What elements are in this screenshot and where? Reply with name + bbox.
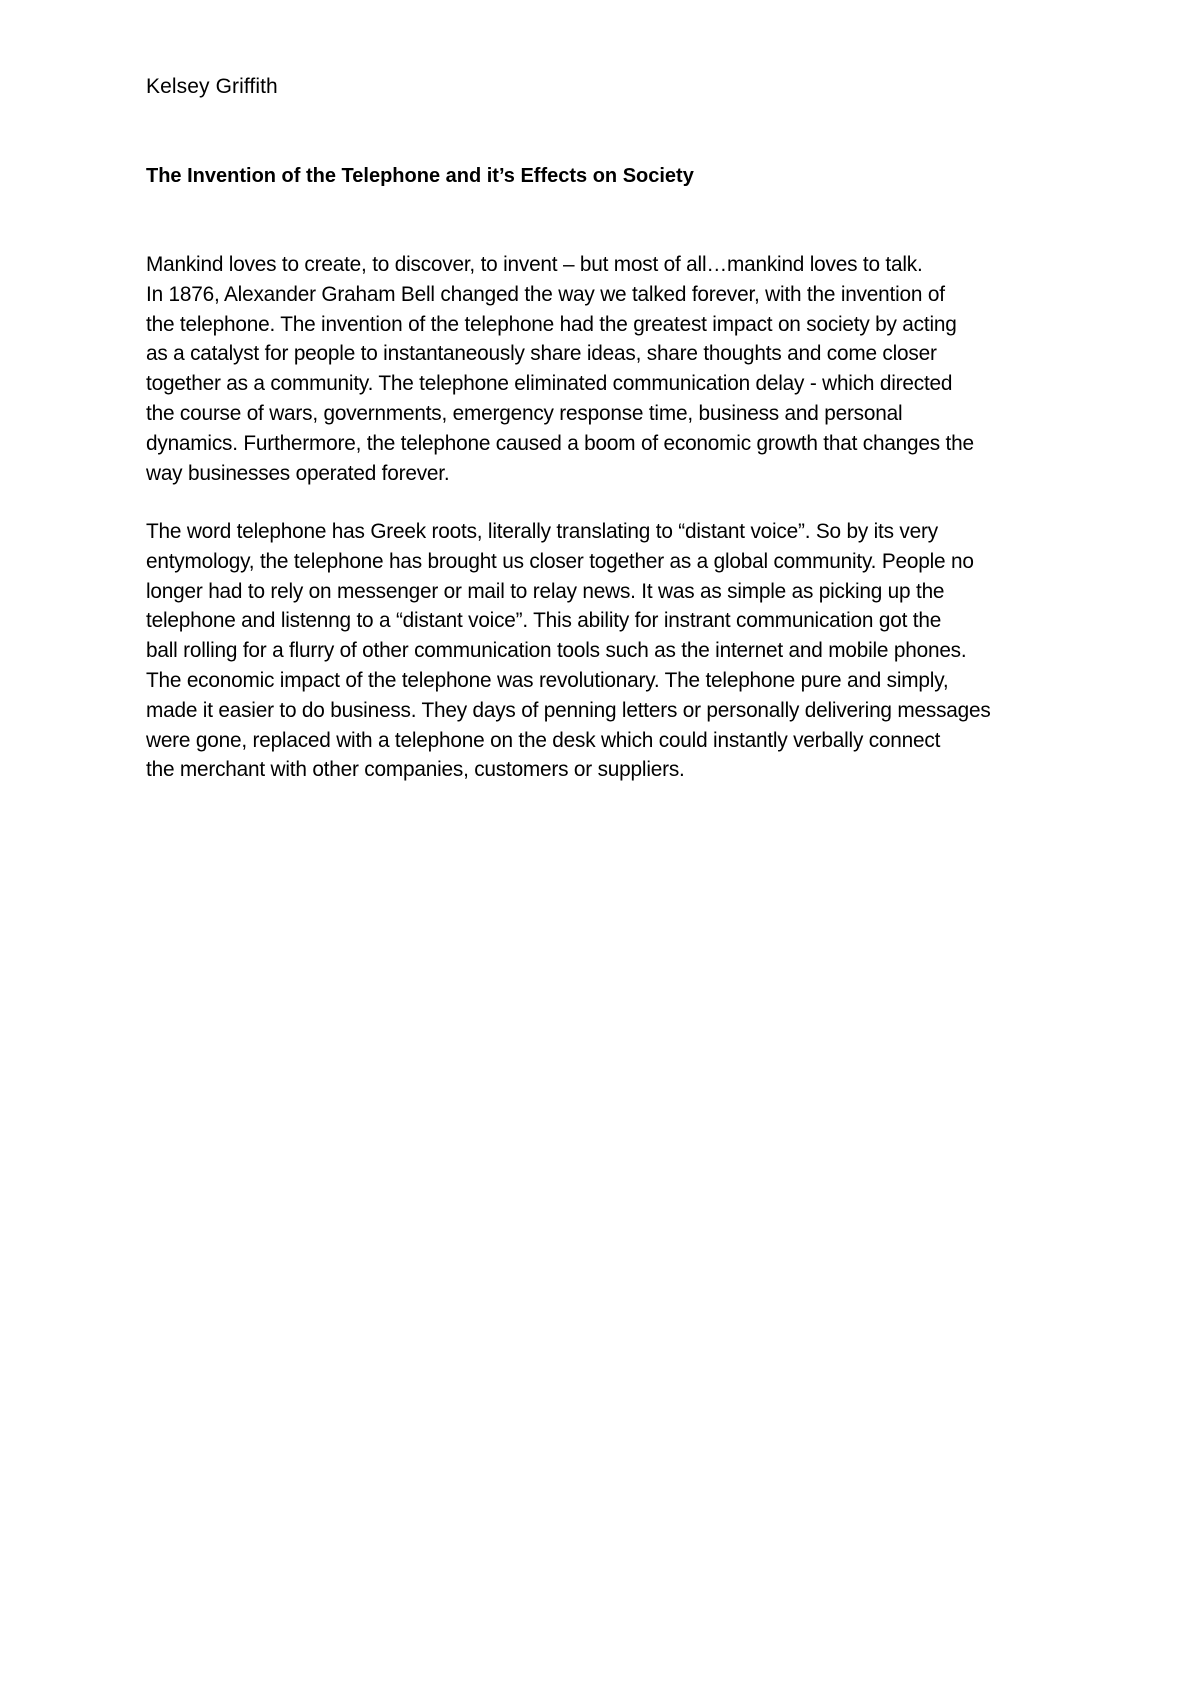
paragraph-line: were gone, replaced with a telephone on the desk which could instantly verbally connect (146, 728, 941, 752)
paragraph-line: as a catalyst for people to instantaneously share ideas, share thoughts and come closer (146, 342, 937, 366)
body-paragraph-2 (146, 517, 1076, 785)
paragraph-line: Mankind loves to create, to discover, to invent – but most of all…mankind loves to talk. (146, 253, 923, 276)
paragraph-line: dynamics. Furthermore, the telephone caused a boom of economic growth that changes the (146, 431, 974, 455)
body-paragraph-1 (146, 250, 1076, 488)
author-name: Kelsey Griffith (146, 75, 278, 98)
paragraph-line: The word telephone has Greek roots, literally translating to “distant voice”. So by its very (146, 520, 938, 543)
paragraph-line: the telephone. The invention of the telephone had the greatest impact on society by acting (146, 312, 957, 336)
paragraph-line: longer had to rely on messenger or mail to relay news. It was as simple as picking up the (146, 579, 945, 603)
paragraph-line: the course of wars, governments, emergency response time, business and personal (146, 401, 903, 425)
document-title: The Invention of the Telephone and it’s Effects on Society (146, 165, 694, 187)
paragraph-line: the merchant with other companies, customers or suppliers. (146, 758, 685, 782)
paragraph-line: telephone and listenng to a “distant voice”. This ability for instrant communication got the (146, 609, 942, 633)
paragraph-line: entymology, the telephone has brought us closer together as a global community. People no (146, 549, 974, 573)
paragraph-line: way businesses operated forever. (146, 461, 450, 485)
paragraph-line: together as a community. The telephone eliminated communication delay - which directed (146, 372, 953, 396)
paragraph-line: ball rolling for a flurry of other communication tools such as the internet and mobile phones. (146, 639, 967, 663)
paragraph-line: The economic impact of the telephone was revolutionary. The telephone pure and simply, (146, 668, 949, 692)
paragraph-line: In 1876, Alexander Graham Bell changed the way we talked forever, with the invention of (146, 282, 945, 306)
paragraph-line: made it easier to do business. They days of penning letters or personally delivering messages (146, 698, 991, 722)
